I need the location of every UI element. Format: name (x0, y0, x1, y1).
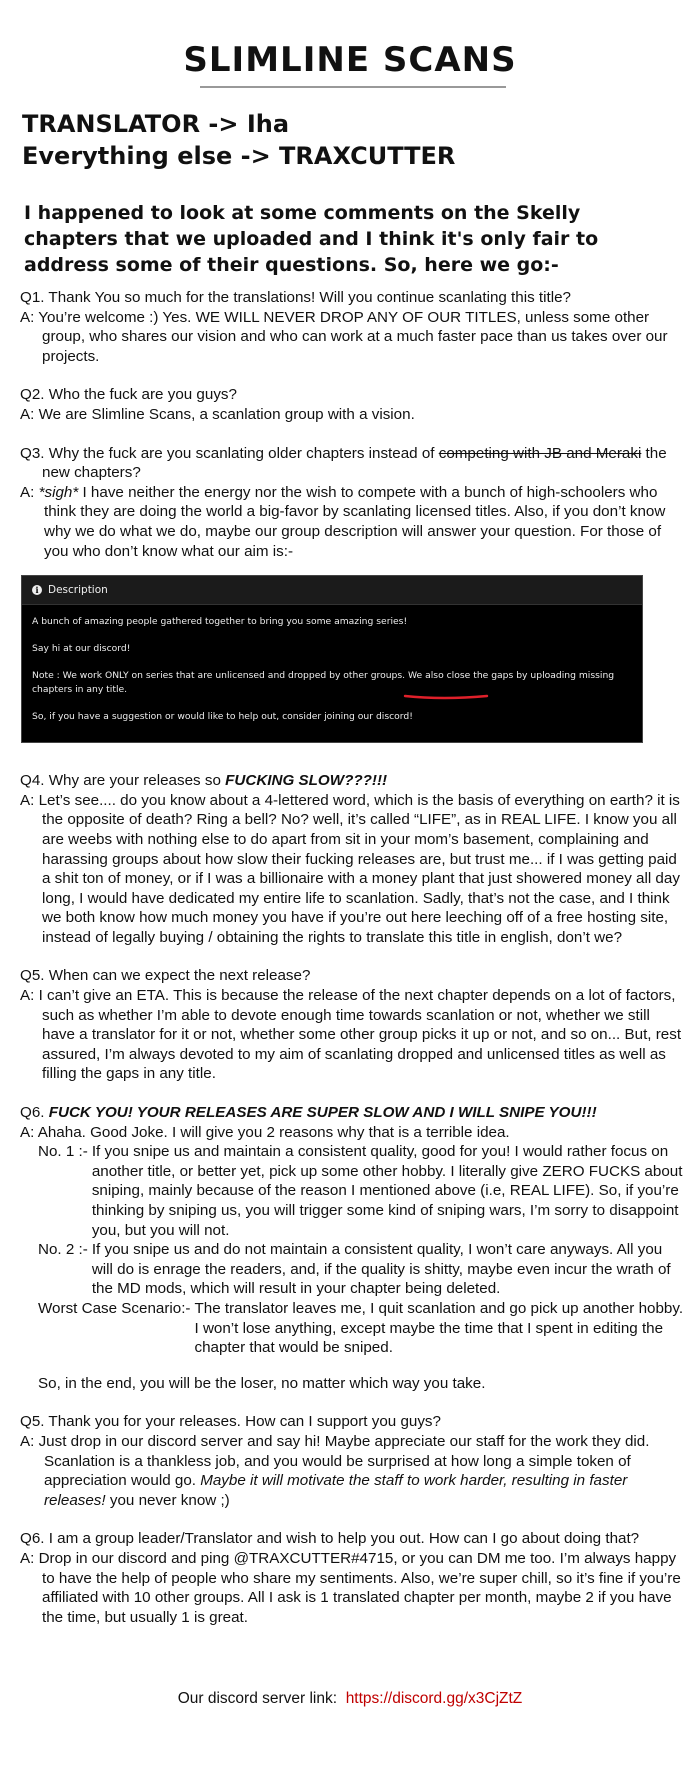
page-title: SLIMLINE SCANS (183, 40, 517, 80)
description-line-2: Say hi at our discord! (32, 643, 131, 655)
faq-item-4 (20, 771, 685, 947)
answer-6-reasons (20, 1142, 685, 1358)
intro-paragraph: I happened to look at some comments on the Skelly chapters that we uploaded and I think it's only fair to address some of their questions. So, here we go:- (24, 202, 599, 276)
discord-label: Our discord server link: (177, 1690, 338, 1707)
answer-8: A: Drop in our discord and ping @TRAXCUTTER#4715, or you can DM me too. I’m always happy to have the help of people who share my sentiments. Also, we’re super chill, so it’s fine if you’re affiliated with 10 other groups. All I ask is 1 translated chapter per month, maybe 2 if you have the time, but usually 1 is great. (20, 1549, 681, 1626)
credits (22, 108, 455, 172)
question-3: Q3. Why the fuck are you scanlating older chapters instead of competing with JB and Meraki the new chapters? (20, 444, 667, 482)
question-7: Q5. Thank you for your releases. How can I support you guys? (20, 1413, 441, 1431)
answer-2: A: We are Slimline Scans, a scanlation group with a vision. (20, 405, 415, 423)
answer-5: A: I can’t give an ETA. This is because the release of the next chapter depends on a lot of factors, such as whether I’m able to devote enough time towards scanlation or not, whether we still have a translator for it or not, whether some other group picks it up or not, and so on... But, rest assured, I’m always devoted to my aim of scanlating dropped and unlicensed titles as well as filling the gaps in any title. (20, 987, 682, 1083)
answer-4: A: Let’s see.... do you know about a 4-lettered word, which is the basis of everything on earth? it is the opposite of death? Ring a bell? No? well, it’s called “LIFE”, as in REAL LIFE. I know you all are weebs with nothing else to do apart from sit in your mom’s basement, complaining and harassing groups about how slow their fucking releases are, but trust me... if I was getting paid a shit ton of money, or if I was a billionaire with a money plant that just showered money all day long, I would have dedicated my entire life to scanlation. Sadly, that’s not the case, and I think we both know how much money you have if you’re out here leeching off of a free hosting site, instead of legally buying / obtaining the rights to translate this title in english, don’t we? (20, 791, 680, 946)
question-6: Q6. FUCK YOU! YOUR RELEASES ARE SUPER SLOW AND I WILL SNIPE YOU!!! (20, 1104, 597, 1122)
description-line-3: Note : We work ONLY on series that are unlicensed and dropped by other groups. We also close the gaps by uploading missing chapters in any title. (32, 670, 615, 696)
question-2: Q2. Who the fuck are you guys? (20, 386, 237, 404)
question-8: Q6. I am a group leader/Translator and wish to help you out. How can I go about doing that? (20, 1530, 640, 1548)
info-icon: i (32, 585, 42, 595)
faq-section (20, 288, 685, 1646)
answer-7: A: Just drop in our discord server and say hi! Maybe appreciate our staff for the work they did. Scanlation is a thankless job, and you would be surprised at how long a simple token of appreciation would go. Maybe it will motivate the staff to work harder, resulting in faster releases! you never know ;) (20, 1432, 650, 1509)
reason-1: No. 1 :- If you snipe us and maintain a consistent quality, good for you! I would rather focus on another title, or better yet, pick up some other hobby. I literally give ZERO FUCKS about sniping, mainly because of the reason I mentioned above (i.e, REAL LIFE). So, if you’re thinking by sniping us, you will trigger some kind of sniping wars, I’m sorry to disappoint you, but you will not. (38, 1143, 683, 1239)
worst-case: Worst Case Scenario:- The translator leaves me, I quit scanlation and go pick up another hobby. I won’t lose anything, except maybe the time that I spent in editing the chapter that would be sniped. (38, 1299, 684, 1357)
discord-link[interactable]: https://discord.gg/x3CjZtZ (345, 1690, 523, 1707)
struck-text: competing with JB and Meraki (438, 444, 642, 462)
description-heading: Description (48, 584, 108, 597)
credit-everything-else: Everything else -> TRAXCUTTER (22, 142, 456, 170)
answer-6-closing: So, in the end, you will be the loser, no matter which way you take. (38, 1374, 486, 1392)
faq-item-2 (20, 385, 685, 424)
answer-3: A: *sigh* I have neither the energy nor the wish to compete with a bunch of high-schoolers who think they are doing the world a big-favor by scanlating licensed titles. Also, if you don’t know why we do what we do, maybe our group description will answer your question. For those of you who don’t know what our aim is:- (20, 483, 666, 560)
description-header (22, 576, 642, 605)
question-1: Q1. Thank You so much for the translations! Will you continue scanlating this title? (20, 289, 571, 306)
credit-translator: TRANSLATOR -> Iha (22, 110, 290, 138)
title-underline (200, 86, 506, 88)
answer-1: A: You’re welcome :) Yes. WE WILL NEVER DROP ANY OF OUR TITLES, unless some other group, who shares our vision and who can work at a much faster pace than us takes over our projects. (20, 308, 668, 365)
description-line-1: A bunch of amazing people gathered together to bring you some amazing series! (32, 616, 408, 628)
description-body (22, 605, 642, 724)
question-5: Q5. When can we expect the next release? (20, 967, 311, 985)
discord-footer (0, 1690, 700, 1708)
reason-2: No. 2 :- If you snipe us and do not maintain a consistent quality, I won’t care anyways. All you will do is enrage the readers, and, if the quality is shitty, maybe even incur the wrath of the MD mods, which will result in your chapter being deleted. (38, 1241, 671, 1298)
answer-6-intro: A: Ahaha. Good Joke. I will give you 2 reasons why that is a terrible idea. (20, 1123, 510, 1141)
group-description-screenshot (21, 575, 643, 743)
question-4: Q4. Why are your releases so FUCKING SLOW???!!! (20, 772, 388, 790)
faq-item-1 (20, 288, 685, 366)
faq-item-6 (20, 1103, 685, 1393)
faq-item-3 (20, 444, 685, 562)
faq-item-8 (20, 1529, 685, 1627)
red-underline-mark (403, 693, 489, 701)
faq-item-7 (20, 1412, 685, 1510)
faq-item-5 (20, 966, 685, 1084)
description-line-4: So, if you have a suggestion or would like to help out, consider joining our discord! (32, 711, 413, 723)
